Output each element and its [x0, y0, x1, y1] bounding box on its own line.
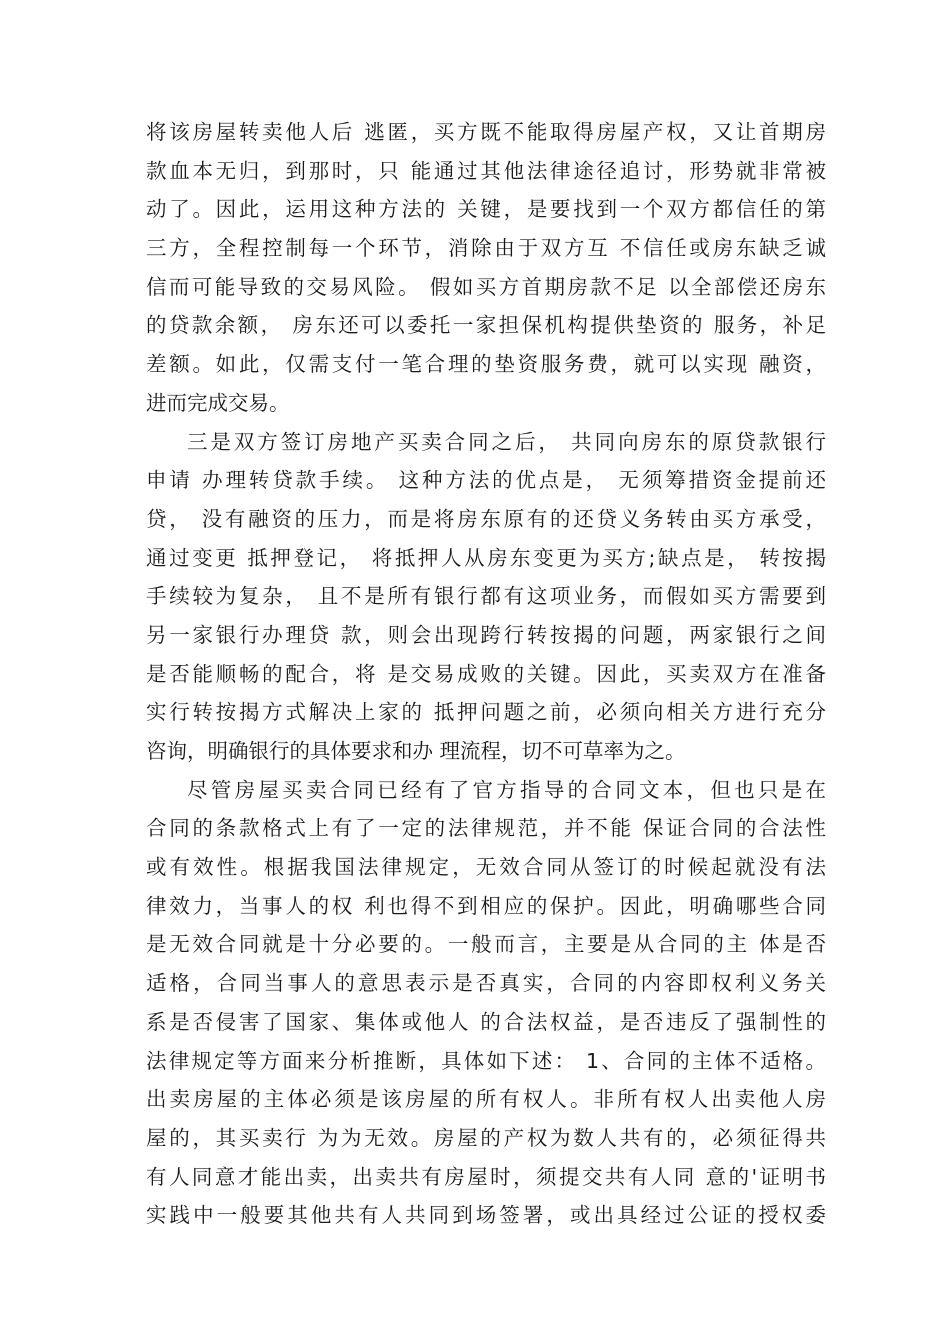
- text-line: 贷， 没有融资的压力，而是将房东原有的还贷义务转由买方承受，: [146, 506, 826, 531]
- text-line: 合同的条款格式上有了一定的法律规范，并不能 保证合同的合法性: [146, 816, 826, 841]
- text-line: 进而完成交易。: [146, 390, 290, 415]
- text-line: 律效力，当事人的权 利也得不到相应的保护。因此，明确哪些合同: [146, 893, 826, 918]
- text-line: 出卖房屋的主体必须是该房屋的所有权人。非所有权人出卖他人房: [146, 1087, 826, 1112]
- text-line: 咨询，明确银行的具体要求和办 理流程，切不可草率为之。: [146, 739, 686, 763]
- text-line: 实践中一般要其他共有人共同到场签署，或出具经过公证的授权委: [146, 1203, 826, 1228]
- text-line: 的贷款余额， 房东还可以委托一家担保机构提供垫资的 服务，补足: [146, 313, 826, 338]
- text-line: 尽管房屋买卖合同已经有了官方指导的合同文本，但也只是在: [187, 777, 826, 802]
- text-line: 实行转按揭方式解决上家的 抵押问题之前，必须向相关方进行充分: [146, 700, 826, 725]
- text-line: 手续较为复杂， 且不是所有银行都有这项业务，而假如买方需要到: [146, 584, 826, 609]
- text-line: 是无效合同就是十分必要的。一般而言，主要是从合同的主 体是否: [146, 932, 826, 957]
- text-line: 三方，全程控制每一个环节，消除由于双方互 不信任或房东缺乏诚: [146, 236, 826, 261]
- text-line: 申请 办理转贷款手续。 这种方法的优点是， 无须筹措资金提前还: [146, 468, 826, 493]
- paragraph: [146, 113, 826, 423]
- text-line: 信而可能导致的交易风险。 假如买方首期房款不足 以全部偿还房东: [146, 274, 826, 299]
- paragraph: [146, 771, 826, 1235]
- text-line: 有人同意才能出卖，出卖共有房屋时，须提交共有人同 意的'证明书: [146, 1164, 826, 1189]
- text-line: 系是否侵害了国家、集体或他人 的合法权益，是否违反了强制性的: [146, 1009, 826, 1034]
- text-line: 是否能顺畅的配合，将 是交易成败的关键。因此，买卖双方在准备: [146, 661, 826, 686]
- paragraph: [146, 423, 826, 771]
- text-line: 将该房屋转卖他人后 逃匿，买方既不能取得房屋产权，又让首期房: [146, 120, 826, 144]
- text-line: 通过变更 抵押登记， 将抵押人从房东变更为买方;缺点是， 转按揭: [146, 545, 826, 570]
- text-line: 款血本无归，到那时，只 能通过其他法律途径追讨，形势就非常被: [146, 158, 826, 183]
- text-line: 动了。因此，运用这种方法的 关键，是要找到一个双方都信任的第: [146, 197, 826, 222]
- text-line: 差额。如此，仅需支付一笔合理的垫资服务费，就可以实现 融资，: [146, 352, 826, 377]
- text-line: 或有效性。根据我国法律规定，无效合同从签订的时候起就没有法: [146, 855, 826, 880]
- text-line: 另一家银行办理贷 款，则会出现跨行转按揭的问题，两家银行之间: [146, 622, 826, 647]
- document-body: [146, 113, 826, 1235]
- text-line: 三是双方签订房地产买卖合同之后， 共同向房东的原贷款银行: [187, 429, 826, 454]
- text-line: 屋的，其买卖行 为为无效。房屋的产权为数人共有的，必须征得共: [146, 1125, 826, 1150]
- text-line: 适格，合同当事人的意思表示是否真实，合同的内容即权利义务关: [146, 971, 826, 996]
- text-line: 法律规定等方面来分析推断，具体如下述： 1、合同的主体不适格。: [146, 1048, 826, 1073]
